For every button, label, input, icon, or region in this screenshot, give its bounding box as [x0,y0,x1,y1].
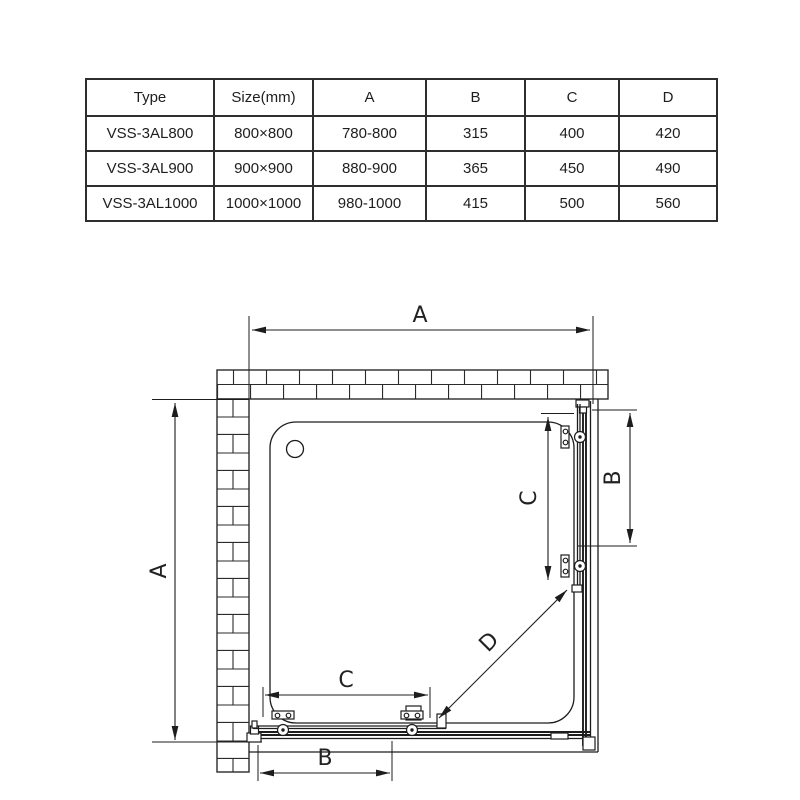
header-b: B [426,79,525,116]
dim-label-b-right: B [601,470,626,486]
wall-top [217,370,608,399]
shower-tray [270,422,574,723]
corner-block [583,737,595,750]
dim-label-b-bottom: B [317,746,333,771]
dimension-d-diagonal [439,590,567,718]
spec-cell: 315 [426,116,525,151]
spec-cell: 780-800 [313,116,426,151]
dimension-b-bottom [258,741,392,781]
spec-cell: 400 [525,116,619,151]
spec-cell: 800×800 [214,116,313,151]
drain-circle [287,441,304,458]
dim-label-d: D [474,627,505,658]
frame-right [576,399,598,752]
spec-cell: 500 [525,186,619,221]
dim-label-c-bottom: C [338,668,354,693]
spec-cell: 980-1000 [313,186,426,221]
spec-cell: 420 [619,116,717,151]
header-size: Size(mm) [214,79,313,116]
right-sliding-door [561,404,586,592]
dim-label-a-left: A [147,563,172,579]
spec-cell: VSS-3AL1000 [86,186,214,221]
spec-cell: 880-900 [313,151,426,186]
frame-bottom [247,726,598,752]
dim-label-c-right: C [517,490,542,506]
spec-cell: VSS-3AL900 [86,151,214,186]
door-edge-cap [572,585,582,592]
header-c: C [525,79,619,116]
spec-cell: 560 [619,186,717,221]
wall-left [217,399,249,772]
spec-cell: 415 [426,186,525,221]
spec-cell: VSS-3AL800 [86,116,214,151]
spec-cell: 1000×1000 [214,186,313,221]
header-type: Type [86,79,214,116]
dim-label-a-top: A [412,303,428,328]
header-a: A [313,79,426,116]
spec-cell: 450 [525,151,619,186]
spec-cell: 365 [426,151,525,186]
spec-cell: 490 [619,151,717,186]
spec-cell: 900×900 [214,151,313,186]
roller-icon [561,555,586,577]
header-d: D [619,79,717,116]
